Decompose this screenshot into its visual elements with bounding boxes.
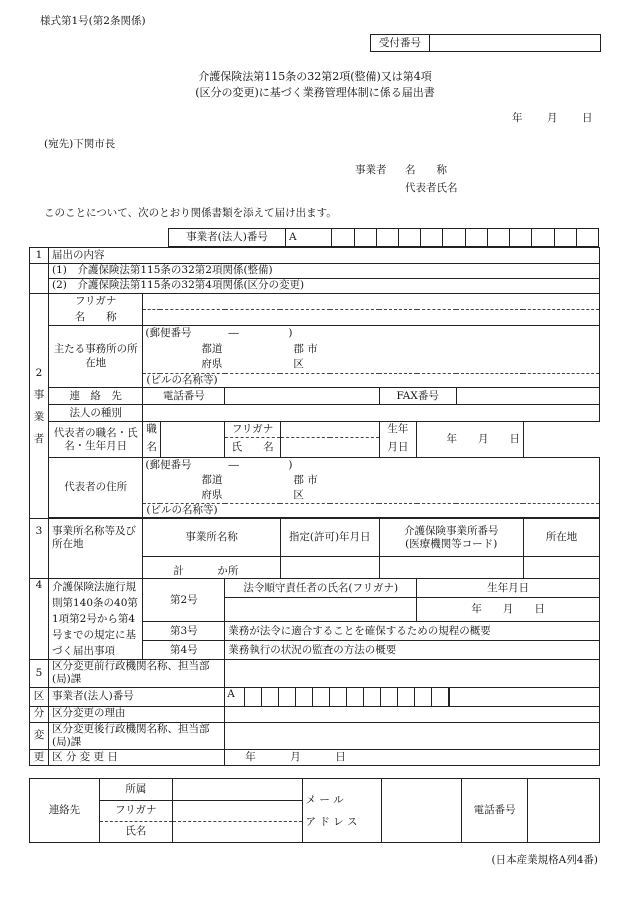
s5-side-3: 変 — [30, 722, 49, 749]
receipt-number-field[interactable] — [430, 35, 600, 51]
s5-row-before-field[interactable] — [225, 660, 600, 687]
furigana-label: フリガナ — [49, 294, 143, 310]
s5-corp-digit[interactable] — [262, 688, 279, 706]
s3-total-field[interactable] — [143, 557, 281, 579]
contact-tel-label: 電話番号 — [462, 779, 528, 843]
s4-item-2-name-field[interactable] — [225, 598, 417, 622]
s5-row-reason: 区分変更の理由 — [49, 706, 225, 722]
pref-top: 都道 — [201, 343, 223, 355]
title-line-1: 介護保険法第115条の32第2項(整備)又は第4項 — [198, 70, 432, 83]
s4-item-3-text[interactable]: 業務が法令に適合することを確保するための規程の概要 — [225, 622, 600, 641]
contact-name-label: 氏名 — [99, 822, 172, 843]
corp-number-digit[interactable] — [443, 229, 465, 247]
role-label-1: 職 — [143, 422, 161, 438]
rep-city-top: 郡 市 — [293, 474, 318, 487]
contact-furigana-label: フリガナ — [99, 801, 172, 822]
s4-no: 4 — [30, 579, 49, 660]
operator-rep-label: 代表者氏名 — [405, 182, 458, 194]
contact-dept-label: 所属 — [99, 779, 172, 801]
rep-address-field[interactable] — [143, 458, 600, 504]
addressee: (宛先)下関市長 — [44, 138, 116, 150]
tel-field[interactable] — [225, 388, 379, 405]
rep-furigana-field[interactable] — [280, 422, 379, 438]
pref-bottom: 府県 — [201, 358, 223, 370]
s5-corp-digit[interactable] — [381, 688, 398, 706]
s5-year: 年 — [245, 750, 256, 763]
s5-row-before: 区分変更前行政機関名称、担当部(局)課 — [49, 660, 225, 687]
fax-label: FAX番号 — [379, 388, 456, 405]
s5-date-field[interactable] — [225, 749, 600, 765]
corp-number-digit[interactable] — [554, 229, 576, 247]
s3-col-designation-date: 指定(許可)年月日 — [280, 519, 379, 557]
s5-corp-digit[interactable] — [398, 688, 415, 706]
contact-tel-field[interactable] — [528, 779, 600, 843]
rep-furigana-label: フリガナ — [225, 422, 281, 438]
s1-item-1[interactable]: (1) 介護保険法第115条の32第2項関係(整備) — [49, 264, 600, 279]
rep-pref-bottom: 府県 — [201, 489, 223, 502]
corp-number-digit[interactable] — [421, 229, 443, 247]
title-line-2: (区分の変更)に基づく業務管理体制に係る届出書 — [195, 86, 435, 99]
role-field[interactable] — [160, 422, 224, 458]
postal-close: ) — [288, 327, 293, 339]
operator-label: 事業者 — [355, 164, 387, 176]
role-label-2: 名 — [143, 438, 161, 458]
s3-total-a: 計 — [173, 565, 184, 578]
corp-number-digit[interactable] — [465, 229, 487, 247]
contact-mail-label-1: メ ー ル — [305, 793, 344, 806]
s5-row-corp-number: 事業者(法人)番号 — [49, 687, 225, 706]
s4-item-2-header-name: 法令順守責任者の氏名(フリガナ) — [225, 579, 417, 598]
s5-corp-number-field[interactable] — [225, 687, 600, 706]
s5-month: 月 — [290, 750, 301, 763]
s5-corp-digit[interactable] — [432, 688, 450, 706]
rep-name-label: 氏 名 — [225, 438, 281, 458]
s5-reason-field[interactable] — [225, 706, 600, 722]
corp-number-digit[interactable] — [376, 229, 398, 247]
s3-col-location: 所在地 — [523, 519, 599, 557]
s3-number-field[interactable] — [379, 557, 523, 579]
s4-item-2-birth-field[interactable]: 年 月 日 — [417, 598, 600, 622]
corp-number-label: 事業者(法人)番号 — [169, 229, 286, 247]
s5-no: 5 — [30, 660, 49, 687]
rep-postal-dash: ― — [228, 459, 239, 472]
s4-item-4: 第4号 — [143, 641, 225, 660]
rep-city-bottom: 区 — [293, 489, 304, 502]
rep-pref-top: 都道 — [201, 474, 223, 487]
s3-col-office-number-2: (医療機関等コード) — [405, 537, 498, 550]
receipt-box — [370, 34, 601, 52]
receipt-label: 受付番号 — [371, 35, 430, 51]
s3-col-office-name: 事業所名称 — [143, 519, 281, 557]
postal-dash: ― — [228, 327, 239, 339]
s5-corp-digit[interactable] — [347, 688, 364, 706]
contact-label: 連絡先 — [30, 779, 100, 843]
s2-side: 事業者 — [33, 389, 45, 446]
corp-type-field[interactable] — [143, 405, 600, 422]
s3-col-office-number-1: 介護保険事業所番号 — [404, 524, 499, 537]
corp-number-digit[interactable] — [510, 229, 532, 247]
rep-building-field[interactable]: (ビルの名称等) — [143, 504, 600, 518]
s3-date-field[interactable] — [280, 557, 379, 579]
main-form-table — [29, 247, 600, 766]
s3-no: 3 — [30, 519, 49, 579]
s3-col-office-number — [379, 519, 523, 557]
postal-label: (郵便番号 — [145, 327, 192, 339]
city-bottom: 区 — [293, 358, 304, 370]
s4-title: 介護保険法施行規則第140条の40第1項第2号から第4号までの規定に基づく届出事項 — [49, 579, 143, 660]
corp-type-label: 法人の種別 — [49, 405, 143, 422]
rep-address-label: 代表者の住所 — [49, 458, 143, 518]
s5-row-after: 区分変更後行政機関名称、担当部(局)課 — [49, 722, 225, 749]
corp-number-digit[interactable] — [487, 229, 509, 247]
s1-item-2[interactable]: (2) 介護保険法第115条の32第4項関係(区分の変更) — [49, 279, 600, 294]
contact-name-field[interactable] — [172, 822, 302, 843]
date-month: 月 — [547, 112, 558, 124]
corp-number-table — [168, 228, 599, 247]
operator-name-label: 名 称 — [405, 164, 447, 176]
intro-text: このことについて、次のとおり関係書類を添えて届け出ます。 — [44, 207, 337, 219]
rep-name-field[interactable] — [280, 438, 379, 458]
s5-corp-digit[interactable] — [330, 688, 347, 706]
s3-location-field[interactable] — [523, 557, 599, 579]
tel-label: 電話番号 — [143, 388, 225, 405]
s4-item-2: 第2号 — [143, 579, 225, 622]
city-top: 郡 市 — [293, 343, 318, 355]
s4-item-4-text[interactable]: 業務執行の状況の監査の方法の概要 — [225, 641, 600, 660]
corp-number-digit[interactable] — [576, 229, 598, 247]
corp-number-digit[interactable] — [532, 229, 554, 247]
contact-furigana-field[interactable] — [172, 801, 302, 822]
corp-number-digit[interactable] — [332, 229, 354, 247]
s5-day: 日 — [335, 750, 346, 763]
s3-total-b: か所 — [217, 565, 239, 578]
s5-corp-digit[interactable] — [313, 688, 330, 706]
date-year: 年 — [512, 112, 523, 124]
furigana-field[interactable] — [143, 294, 600, 310]
s5-corp-digit[interactable] — [245, 688, 262, 706]
office-address-field[interactable] — [143, 326, 600, 374]
s5-corp-digit[interactable] — [279, 688, 296, 706]
s5-corp-digit[interactable] — [296, 688, 313, 706]
name-field[interactable] — [143, 310, 600, 326]
contact-table — [29, 778, 600, 843]
s5-side-1: 区 — [30, 687, 49, 706]
date-day: 日 — [582, 112, 593, 124]
s4-item-3: 第3号 — [143, 622, 225, 641]
s3-title: 事業所名称等及び所在地 — [49, 519, 143, 579]
corp-number-digit[interactable]: A — [286, 229, 332, 247]
birth-field[interactable]: 年 月 日 — [417, 422, 524, 458]
name-label: 名 称 — [49, 310, 143, 326]
form-label: 様式第1号(第2条関係) — [40, 15, 146, 27]
s1-title: 届出の内容 — [49, 248, 600, 264]
rep-postal-label: (郵便番号 — [145, 459, 192, 472]
s5-row-after-field[interactable] — [225, 722, 600, 749]
rep-postal-close: ) — [288, 459, 293, 472]
footer-note: (日本産業規格A列4番) — [491, 854, 598, 866]
contact-mail-field[interactable] — [382, 779, 462, 843]
office-address-label: 主たる事務所の所在地 — [49, 326, 143, 388]
s5-corp-digit[interactable]: A — [225, 688, 245, 706]
fax-field[interactable] — [456, 388, 599, 405]
s2-side-label — [30, 294, 49, 519]
s4-item-2-header-birth: 生年月日 — [417, 579, 600, 598]
s5-side-2: 分 — [30, 706, 49, 722]
corp-number-digit[interactable] — [354, 229, 376, 247]
contact-label: 連 絡 先 — [49, 388, 143, 405]
s5-corp-digit[interactable] — [364, 688, 381, 706]
s5-corp-digit[interactable] — [415, 688, 432, 706]
contact-mail-label — [302, 779, 382, 843]
rep-label: 代表者の職名・氏名・生年月日 — [49, 422, 143, 458]
contact-dept-field[interactable] — [172, 779, 302, 801]
building-field[interactable]: (ビルの名称等) — [143, 374, 600, 388]
s1-no: 1 — [30, 248, 49, 264]
s2-no: 2 — [35, 367, 43, 380]
birth-label-2: 月日 — [379, 438, 417, 458]
corp-number-digit[interactable] — [398, 229, 420, 247]
contact-mail-label-2: ア ド レ ス — [305, 815, 358, 828]
s5-row-date: 区 分 変 更 日 — [49, 749, 225, 765]
s5-side-4: 更 — [30, 749, 49, 765]
birth-label-1: 生年 — [379, 422, 417, 438]
